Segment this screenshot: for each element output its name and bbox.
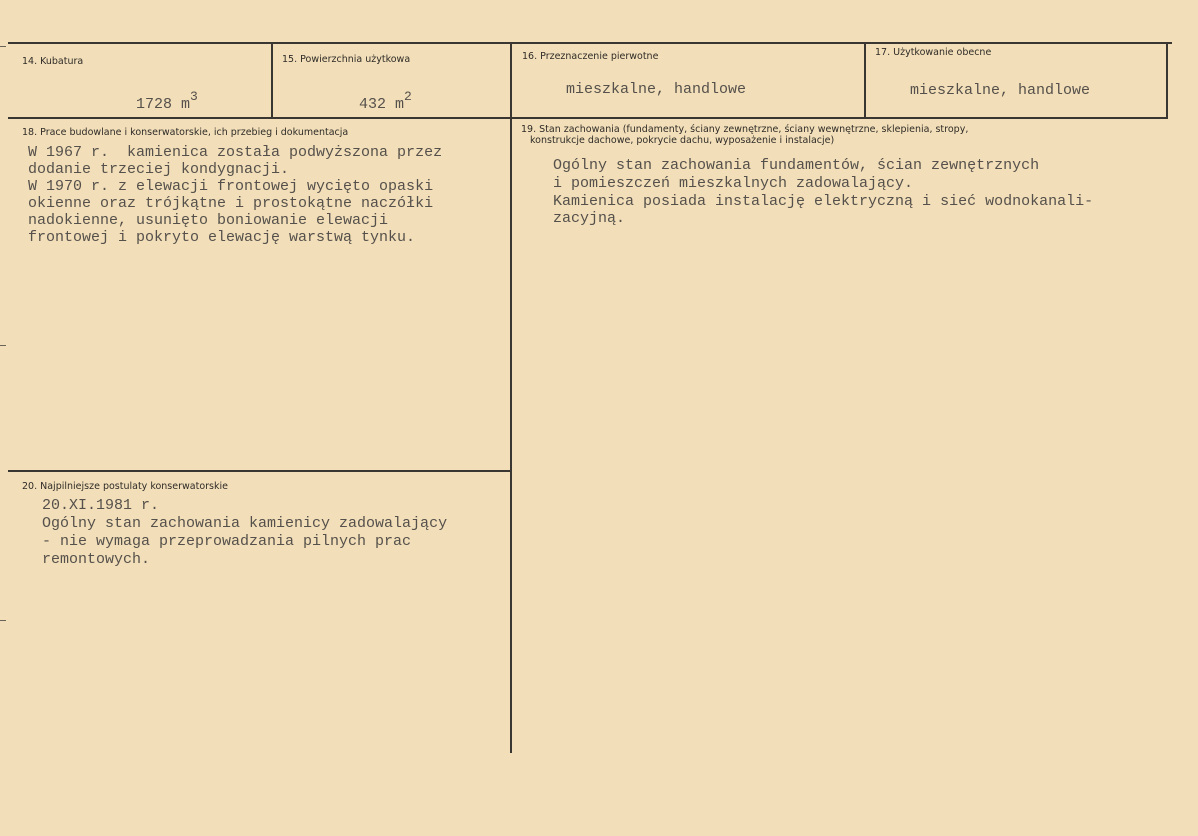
field-15-number: 432 m [359,96,405,113]
margin-tick [0,345,6,346]
field-19-line: zacyjną. [553,210,626,227]
field-18-line: frontowej i pokryto elewację warstwą tynku. [28,229,416,246]
field-18-line: nadokienne, usunięto boniowanie elewacji [28,212,389,229]
field-20-line: 20.XI.1981 r. [42,497,160,514]
field-20-line: Ogólny stan zachowania kamienicy zadowalający [42,515,448,532]
field-18-line: W 1970 r. z elewacji frontowej wycięto opaski [28,178,434,195]
field-19-line: i pomieszczeń mieszkalnych zadowalający. [553,175,914,192]
field-14-value [100,79,198,130]
field-14-label: 14. Kubatura [22,56,84,67]
field-18-label: 18. Prace budowlane i konserwatorskie, ich przebieg i dokumentacja [22,127,349,138]
field-17-value: mieszkalne, handlowe [910,82,1091,99]
field-14-number: 1728 m [136,96,191,113]
field-17-label: 17. Użytkowanie obecne [875,47,992,58]
field-18-line: W 1967 r. kamienica została podwyższona przez [28,144,443,161]
field-18-line: okienne oraz trójkątne i prostokątne naczółki [28,195,434,212]
row2-divider-line [8,470,511,472]
margin-tick [0,620,6,621]
field-16-label: 16. Przeznaczenie pierwotne [522,51,659,62]
right-border-line [1166,43,1168,118]
field-15-unit-sup: 2 [404,89,412,104]
field-16-value: mieszkalne, handlowe [566,81,747,98]
margin-tick [0,46,6,47]
field-18-line: dodanie trzeciej kondygnacji. [28,161,290,178]
top-border-line [8,42,1172,44]
col-divider-14-15 [271,43,273,118]
field-19-label-line1: 19. Stan zachowania (fundamenty, ściany zewnętrzne, ściany wewnętrzne, sklepienia, stropy, [521,124,969,135]
field-14-unit-sup: 3 [190,89,198,104]
field-20-line: remontowych. [42,551,151,568]
field-19-line: Kamienica posiada instalację elektryczną i sieć wodnokanali- [553,193,1094,210]
field-15-label: 15. Powierzchnia użytkowa [282,54,411,65]
field-19-line: Ogólny stan zachowania fundamentów, ścian zewnętrznych [553,157,1040,174]
col-divider-15-16 [510,43,512,753]
col-divider-16-17 [864,43,866,118]
field-19-label-line2: konstrukcje dachowe, pokrycie dachu, wyposażenie i instalacje) [530,135,835,146]
field-20-line: - nie wymaga przeprowadzania pilnych prac [42,533,412,550]
field-20-label: 20. Najpilniejsze postulaty konserwatorskie [22,481,228,492]
field-15-value [323,79,412,130]
